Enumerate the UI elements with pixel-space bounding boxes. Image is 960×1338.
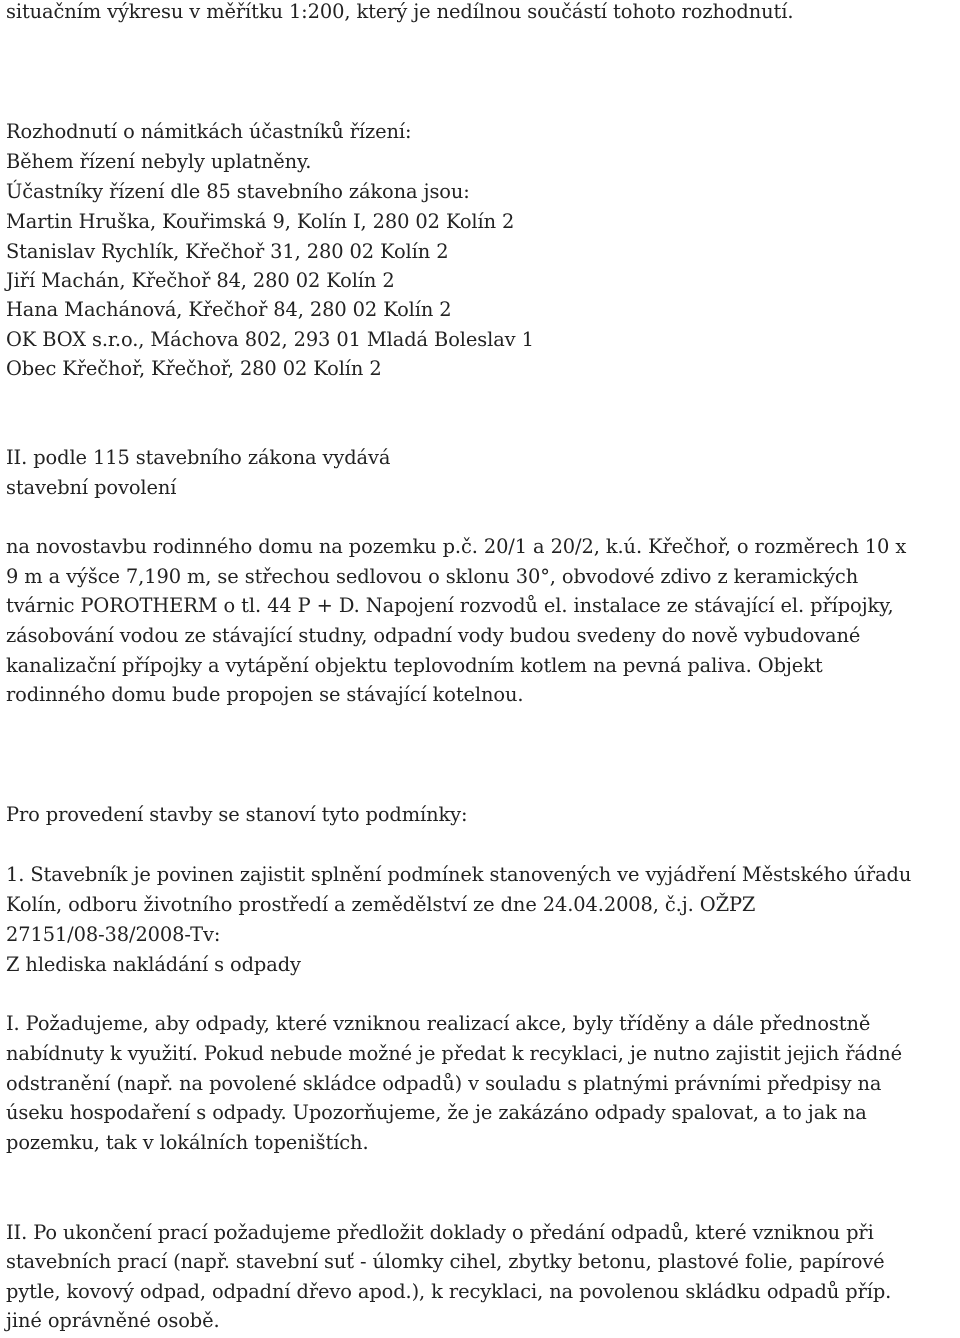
text-line: zásobování vodou ze stávající studny, odpadní vody budou svedeny do nově vybudované: [6, 624, 861, 647]
participant-item: Jiří Machán, Křečhoř 84, 280 02 Kolín 2: [6, 269, 395, 292]
text-line: nabídnuty k využití. Pokud nebude možné je předat k recyklaci, je nutno zajistit jejich řádné: [6, 1042, 902, 1065]
text-line: na novostavbu rodinného domu na pozemku p.č. 20/1 a 20/2, k.ú. Křečhoř, o rozměrech 10 x: [6, 535, 907, 558]
waste-item: I. Požadujeme, aby odpady, které vzniknou realizací akce, byly tříděny a dále přednostně: [6, 1012, 871, 1035]
condition-item: 1. Stavebník je povinen zajistit splnění podmínek stanovených ve vyjádření Městského úřadu: [6, 863, 912, 886]
waste-item: II. Po ukončení prací požadujeme předložit doklady o předání odpadů, které vzniknou při: [6, 1221, 874, 1244]
text-line: úseku hospodaření s odpady. Upozorňujeme, že je zakázáno odpady spalovat, a to jak na: [6, 1101, 867, 1124]
text-line: tvárnic POROTHERM o tl. 44 P + D. Napojení rozvodů el. instalace ze stávající el. přípojky,: [6, 594, 894, 617]
participants-heading: Účastníky řízení dle 85 stavebního zákona jsou:: [6, 180, 470, 203]
text-line: pytle, kovový odpad, odpadní dřevo apod.), k recyklaci, na povolenou skládku odpadů příp.: [6, 1280, 892, 1303]
text-line: odstranění (např. na povolené skládce odpadů) v souladu s platnými právními předpisy na: [6, 1072, 882, 1095]
participant-item: Hana Machánová, Křečhoř 84, 280 02 Kolín 2: [6, 298, 452, 321]
text-line: pozemku, tak v lokálních topeništích.: [6, 1131, 369, 1154]
section-heading-permit: II. podle 115 stavebního zákona vydává: [6, 446, 391, 469]
text-line: jiné oprávněné osobě.: [6, 1309, 220, 1332]
participant-item: Stanislav Rychlík, Křečhoř 31, 280 02 Kolín 2: [6, 240, 449, 263]
text-line: kanalizační přípojky a vytápění objektu teplovodním kotlem na pevná paliva. Objekt: [6, 654, 823, 677]
text-line: situačním výkresu v měřítku 1:200, který je nedílnou součástí tohoto rozhodnutí.: [6, 0, 794, 23]
text-line: Kolín, odboru životního prostředí a zemědělství ze dne 24.04.2008, č.j. OŽPZ: [6, 893, 756, 916]
section-heading-objections: Rozhodnutí o námitkách účastníků řízení:: [6, 120, 412, 143]
text-line: Během řízení nebyly uplatněny.: [6, 150, 312, 173]
text-line: rodinného domu bude propojen se stávající kotelnou.: [6, 683, 524, 706]
text-line: stavebních prací (např. stavební suť - úlomky cihel, zbytky betonu, plastové folie, papírové: [6, 1250, 885, 1273]
text-line: 27151/08-38/2008-Tv:: [6, 923, 221, 946]
participant-item: Obec Křečhoř, Křečhoř, 280 02 Kolín 2: [6, 357, 382, 380]
participant-item: OK BOX s.r.o., Máchova 802, 293 01 Mladá Boleslav 1: [6, 328, 534, 351]
participant-item: Martin Hruška, Kouřimská 9, Kolín I, 280 02 Kolín 2: [6, 210, 515, 233]
section-heading-conditions: Pro provedení stavby se stanoví tyto podmínky:: [6, 803, 468, 826]
permit-title: stavební povolení: [6, 476, 177, 499]
text-line: 9 m a výšce 7,190 m, se střechou sedlovou o sklonu 30°, obvodové zdivo z keramických: [6, 565, 859, 588]
subheading-waste: Z hlediska nakládání s odpady: [6, 953, 301, 976]
